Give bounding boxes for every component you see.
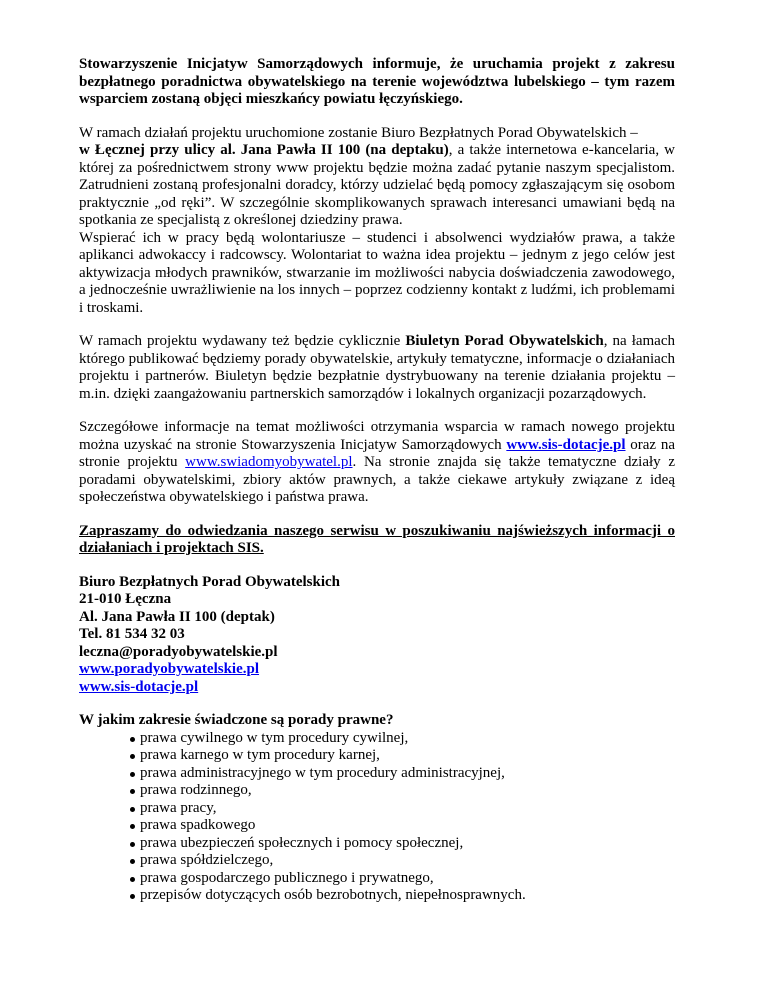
contact-email: leczna@poradyobywatelskie.pl	[79, 643, 278, 660]
advice-item: prawa karnego w tym procedury karnej,	[130, 747, 675, 765]
advice-item: prawa spadkowego	[130, 817, 675, 835]
intro-text: Stowarzyszenie Inicjatyw Samorządowych informuje, że uruchamia projekt z zakresu bezpłatnego poradnictwa obywatelskiego na terenie województwa lubelskiego – tym razem wsparciem zostaną objęci mieszkańcy powiatu łęczyńskiego.	[79, 56, 675, 107]
advice-item: prawa cywilnego w tym procedury cywilnej,	[130, 730, 675, 748]
poradyobywatelskie-link[interactable]: www.poradyobywatelskie.pl	[79, 661, 260, 677]
invite-paragraph	[79, 523, 675, 558]
contact-phone: Tel. 81 534 32 03	[79, 626, 185, 642]
advice-heading: W jakim zakresie świadczone są porady prawne?	[79, 712, 394, 728]
office-text-2: , a także internetowa e-kancelaria, w której za pośrednictwem strony www projektu będzie można zadać pytanie naszym specjalistom. Zatrudnieni zostaną profesjonalni doradcy, którzy udzielać będą pomocy zgłaszającym się osobom praktycznie „od ręki”. W szczególnie skomplikowanych sprawach interesanci umawiani będą na spotkania ze specjalistą z określonej dziedziny prawa.	[79, 142, 675, 228]
bulletin-text-2: , na łamach którego publikować będziemy porady obywatelskie, artykuły tematyczne, informacje o działaniach projektu i partnerów. Biuletyn będzie bezpłatnie dystrybuowany na terenie działania projektu – m.in. dzięki zaangażowaniu partnerskich samorządów i lokalnych organizacji pozarządowych.	[79, 333, 675, 402]
bulletin-text-1: W ramach projektu wydawany też będzie cyklicznie	[79, 333, 401, 349]
invite-text: Zapraszamy do odwiedzania naszego serwisu w poszukiwaniu najświeższych informacji o działaniach i projektach SIS.	[79, 522, 675, 556]
volunteers-text: Wspierać ich w pracy będą wolontariusze – studenci i absolwenci wydziałów prawa, a także aplikanci adwokaccy i radcowscy. Wolontariat to ważna idea projektu – jednym z jego celów jest aktywizacja młodych prawników, stwarzanie im możliwości nabycia doświadczenia zawodowego, a jednocześnie uwrażliwienie na los innych – poprzez codzienny kontakt z ludźmi, ich problemami i troskami.	[79, 229, 675, 316]
office-address: w Łęcznej przy ulicy al. Jana Pawła II 100 (na deptaku)	[79, 142, 449, 158]
office-text-1: W ramach działań projektu uruchomione zostanie Biuro Bezpłatnych Porad Obywatelskich –	[79, 124, 638, 141]
contact-block	[79, 574, 675, 697]
bulletin-paragraph	[79, 333, 675, 403]
contact-street: Al. Jana Pawła II 100 (deptak)	[79, 608, 275, 625]
advice-item: prawa pracy,	[130, 800, 675, 818]
info-text-2: oraz na stronie projektu	[79, 436, 676, 470]
swiadomyobywatel-link[interactable]: www.swiadomyobywatel.pl	[185, 454, 353, 470]
advice-list	[79, 730, 675, 905]
advice-item: prawa rodzinnego,	[130, 782, 675, 800]
advice-item: prawa administracyjnego w tym procedury administracyjnej,	[130, 765, 675, 783]
contact-name: Biuro Bezpłatnych Porad Obywatelskich	[79, 573, 340, 590]
document-page	[79, 56, 675, 905]
advice-section	[79, 712, 675, 905]
office-paragraph	[79, 125, 675, 318]
sis-dotacje-link[interactable]: www.sis-dotacje.pl	[506, 436, 626, 453]
advice-item: prawa gospodarczego publicznego i prywatnego,	[130, 870, 675, 888]
bulletin-title: Biuletyn Porad Obywatelskich	[405, 333, 604, 349]
contact-city: 21-010 Łęczna	[79, 591, 172, 607]
sis-dotacje-contact-link[interactable]: www.sis-dotacje.pl	[79, 678, 199, 695]
info-paragraph	[79, 419, 675, 507]
advice-item: prawa ubezpieczeń społecznych i pomocy społecznej,	[130, 835, 675, 853]
info-text-1: Szczegółowe informacje na temat możliwości otrzymania wsparcia w ramach nowego projektu można uzyskać na stronie Stowarzyszenia Inicjatyw Samorządowych	[79, 419, 675, 453]
advice-item: przepisów dotyczących osób bezrobotnych, niepełnosprawnych.	[130, 887, 675, 905]
info-text-3: . Na stronie znajda się także tematyczne działy z poradami obywatelskimi, zbiory aktów prawnych, a także ciekawe artykuły związane z ideą społeczeństwa obywatelskiego i państwa prawa.	[79, 454, 675, 505]
advice-item: prawa spółdzielczego,	[130, 852, 675, 870]
intro-paragraph	[79, 56, 675, 109]
